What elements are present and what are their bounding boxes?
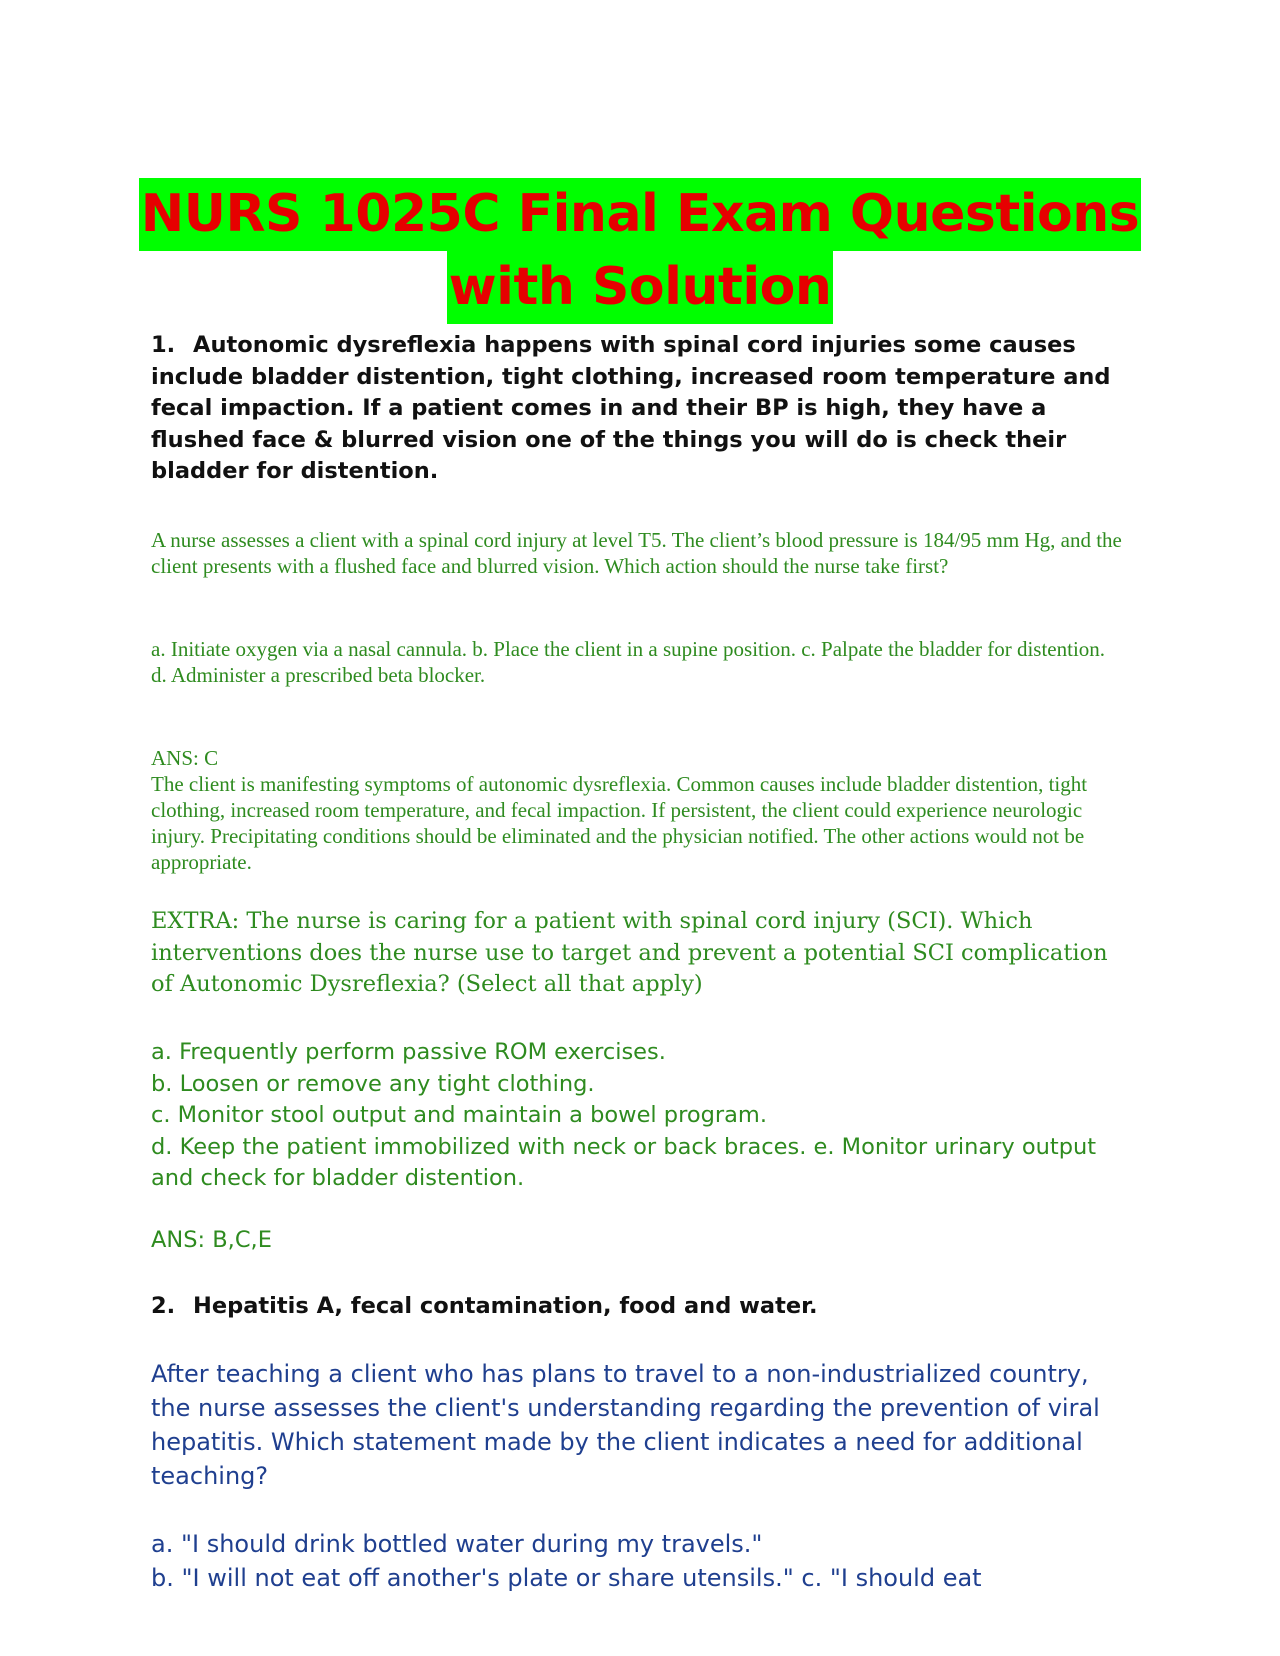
question-2-number: 2.	[151, 1293, 176, 1319]
extra-option-c: c. Monitor stool output and maintain a bowel program.	[151, 1102, 768, 1128]
extra-option-b: b. Loosen or remove any tight clothing.	[151, 1070, 595, 1097]
question-2-options	[151, 1527, 1131, 1595]
question-1-options	[151, 636, 1126, 688]
question-1-heading	[151, 330, 1131, 488]
extra-options	[151, 1037, 1111, 1195]
extra-answer: ANS: B,C,E	[151, 1227, 272, 1253]
question-1-options-abc: a. Initiate oxygen via a nasal cannula. b. Place the client in a supine position. c. Palpate the bladder for distention.	[151, 637, 1106, 661]
question-1-option-d: d. Administer a prescribed beta blocker.	[151, 663, 486, 687]
extra-option-a: a. Frequently perform passive ROM exercises.	[151, 1039, 666, 1065]
question-1-rationale: The client is manifesting symptoms of autonomic dysreflexia. Common causes include bladder distention, tight clothing, increased room temperature, and fecal impaction. If persistent, the client could experience neurologic injury. Precipitating conditions should be eliminated and the physician notified. The other actions would not be appropriate.	[151, 772, 1088, 874]
question-2-option-a: a. "I should drink bottled water during my travels."	[151, 1530, 763, 1558]
extra-option-de: d. Keep the patient immobilized with neck or back braces. e. Monitor urinary output and check for bladder distention.	[151, 1133, 1097, 1191]
question-2-heading-text: Hepatitis A, fecal contamination, food and water.	[193, 1293, 818, 1319]
question-1-number: 1.	[151, 332, 176, 358]
question-1-answer: ANS: C	[151, 746, 219, 770]
question-2-scenario: After teaching a client who has plans to travel to a non-industrialized country, the nurse assesses the client's understanding regarding the prevention of viral hepatitis. Which statement made by the client indicates a need for additional teaching?	[151, 1360, 1100, 1490]
question-2-heading	[151, 1291, 1131, 1323]
document-title	[0, 178, 1280, 324]
title-line-2: with Solution	[447, 251, 834, 324]
title-line-1: NURS 1025C Final Exam Questions	[139, 178, 1141, 251]
question-1-scenario: A nurse assesses a client with a spinal cord injury at level T5. The client’s blood pressure is 184/95 mm Hg, and the client presents with a flushed face and blurred vision. Which action should the nurse take first?	[151, 528, 1122, 578]
question-2-option-bc: b. "I will not eat off another's plate or share utensils." c. "I should eat	[151, 1564, 982, 1592]
extra-question: EXTRA: The nurse is caring for a patient with spinal cord injury (SCI). Which interventions does the nurse use to target and prevent a potential SCI complication of Autonomic Dysreflexia? (Select all that apply)	[151, 908, 1108, 997]
question-1-heading-text: Autonomic dysreflexia happens with spinal cord injuries some causes include bladder distention, tight clothing, increased room temperature and fecal impaction. If a patient comes in and their BP is high, they have a flushed face & blurred vision one of the things you will do is check their bladder for distention.	[151, 332, 1111, 484]
